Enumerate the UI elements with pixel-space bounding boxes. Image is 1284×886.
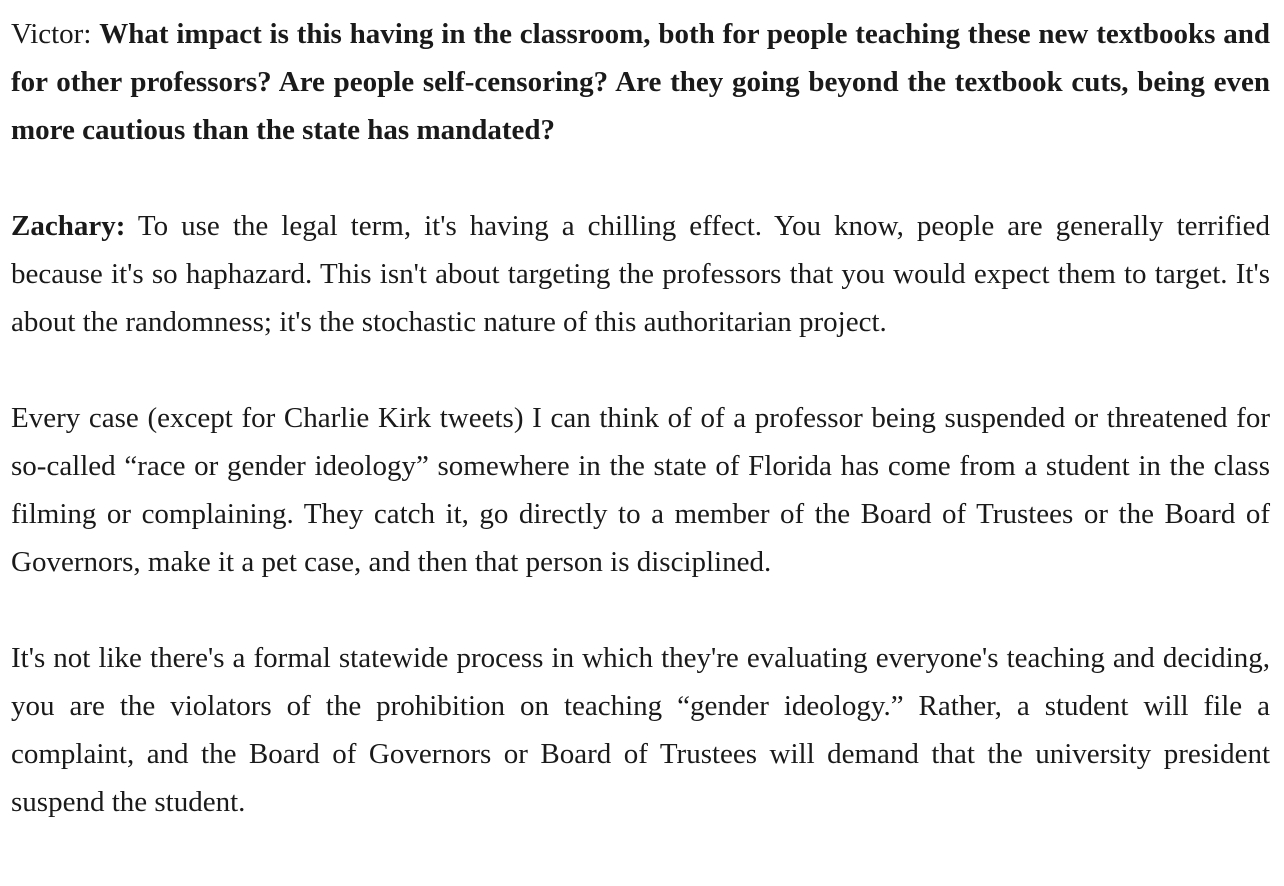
answer-text-1: To use the legal term, it's having a chilling effect. You know, people are generally terrified because it's so haphazard. This isn't about targeting the professors that you would expect them to target. It's about the randomness; it's the stochastic nature of this authoritarian project. [11,210,1270,338]
speaker-name-zachary: Zachary: [11,210,126,242]
answer-text-3: It's not like there's a formal statewide process in which they're evaluating everyone's teaching and deciding, you are the violators of the prohibition on teaching “gender ideology.” Rather, a student will file a complaint, and the Board of Governors or Board of Trustees will demand that the university president suspend the student. [11,642,1270,818]
question-paragraph [11,10,1270,154]
answer-paragraph-2 [11,394,1270,586]
answer-paragraph-1 [11,202,1270,346]
answer-paragraph-3 [11,634,1270,826]
speaker-separator: : [83,18,100,50]
speaker-name-victor: Victor [11,18,84,50]
answer-text-2: Every case (except for Charlie Kirk tweets) I can think of of a professor being suspended or threatened for so-called “race or gender ideology” somewhere in the state of Florida has come from a student in the class filming or complaining. They catch it, go directly to a member of the Board of Trustees or the Board of Governors, make it a pet case, and then that person is disciplined. [11,402,1270,578]
question-text: What impact is this having in the classroom, both for people teaching these new textbooks and for other professors? Are people self-censoring? Are they going beyond the textbook cuts, being even more cautious than the state has mandated? [11,18,1270,146]
